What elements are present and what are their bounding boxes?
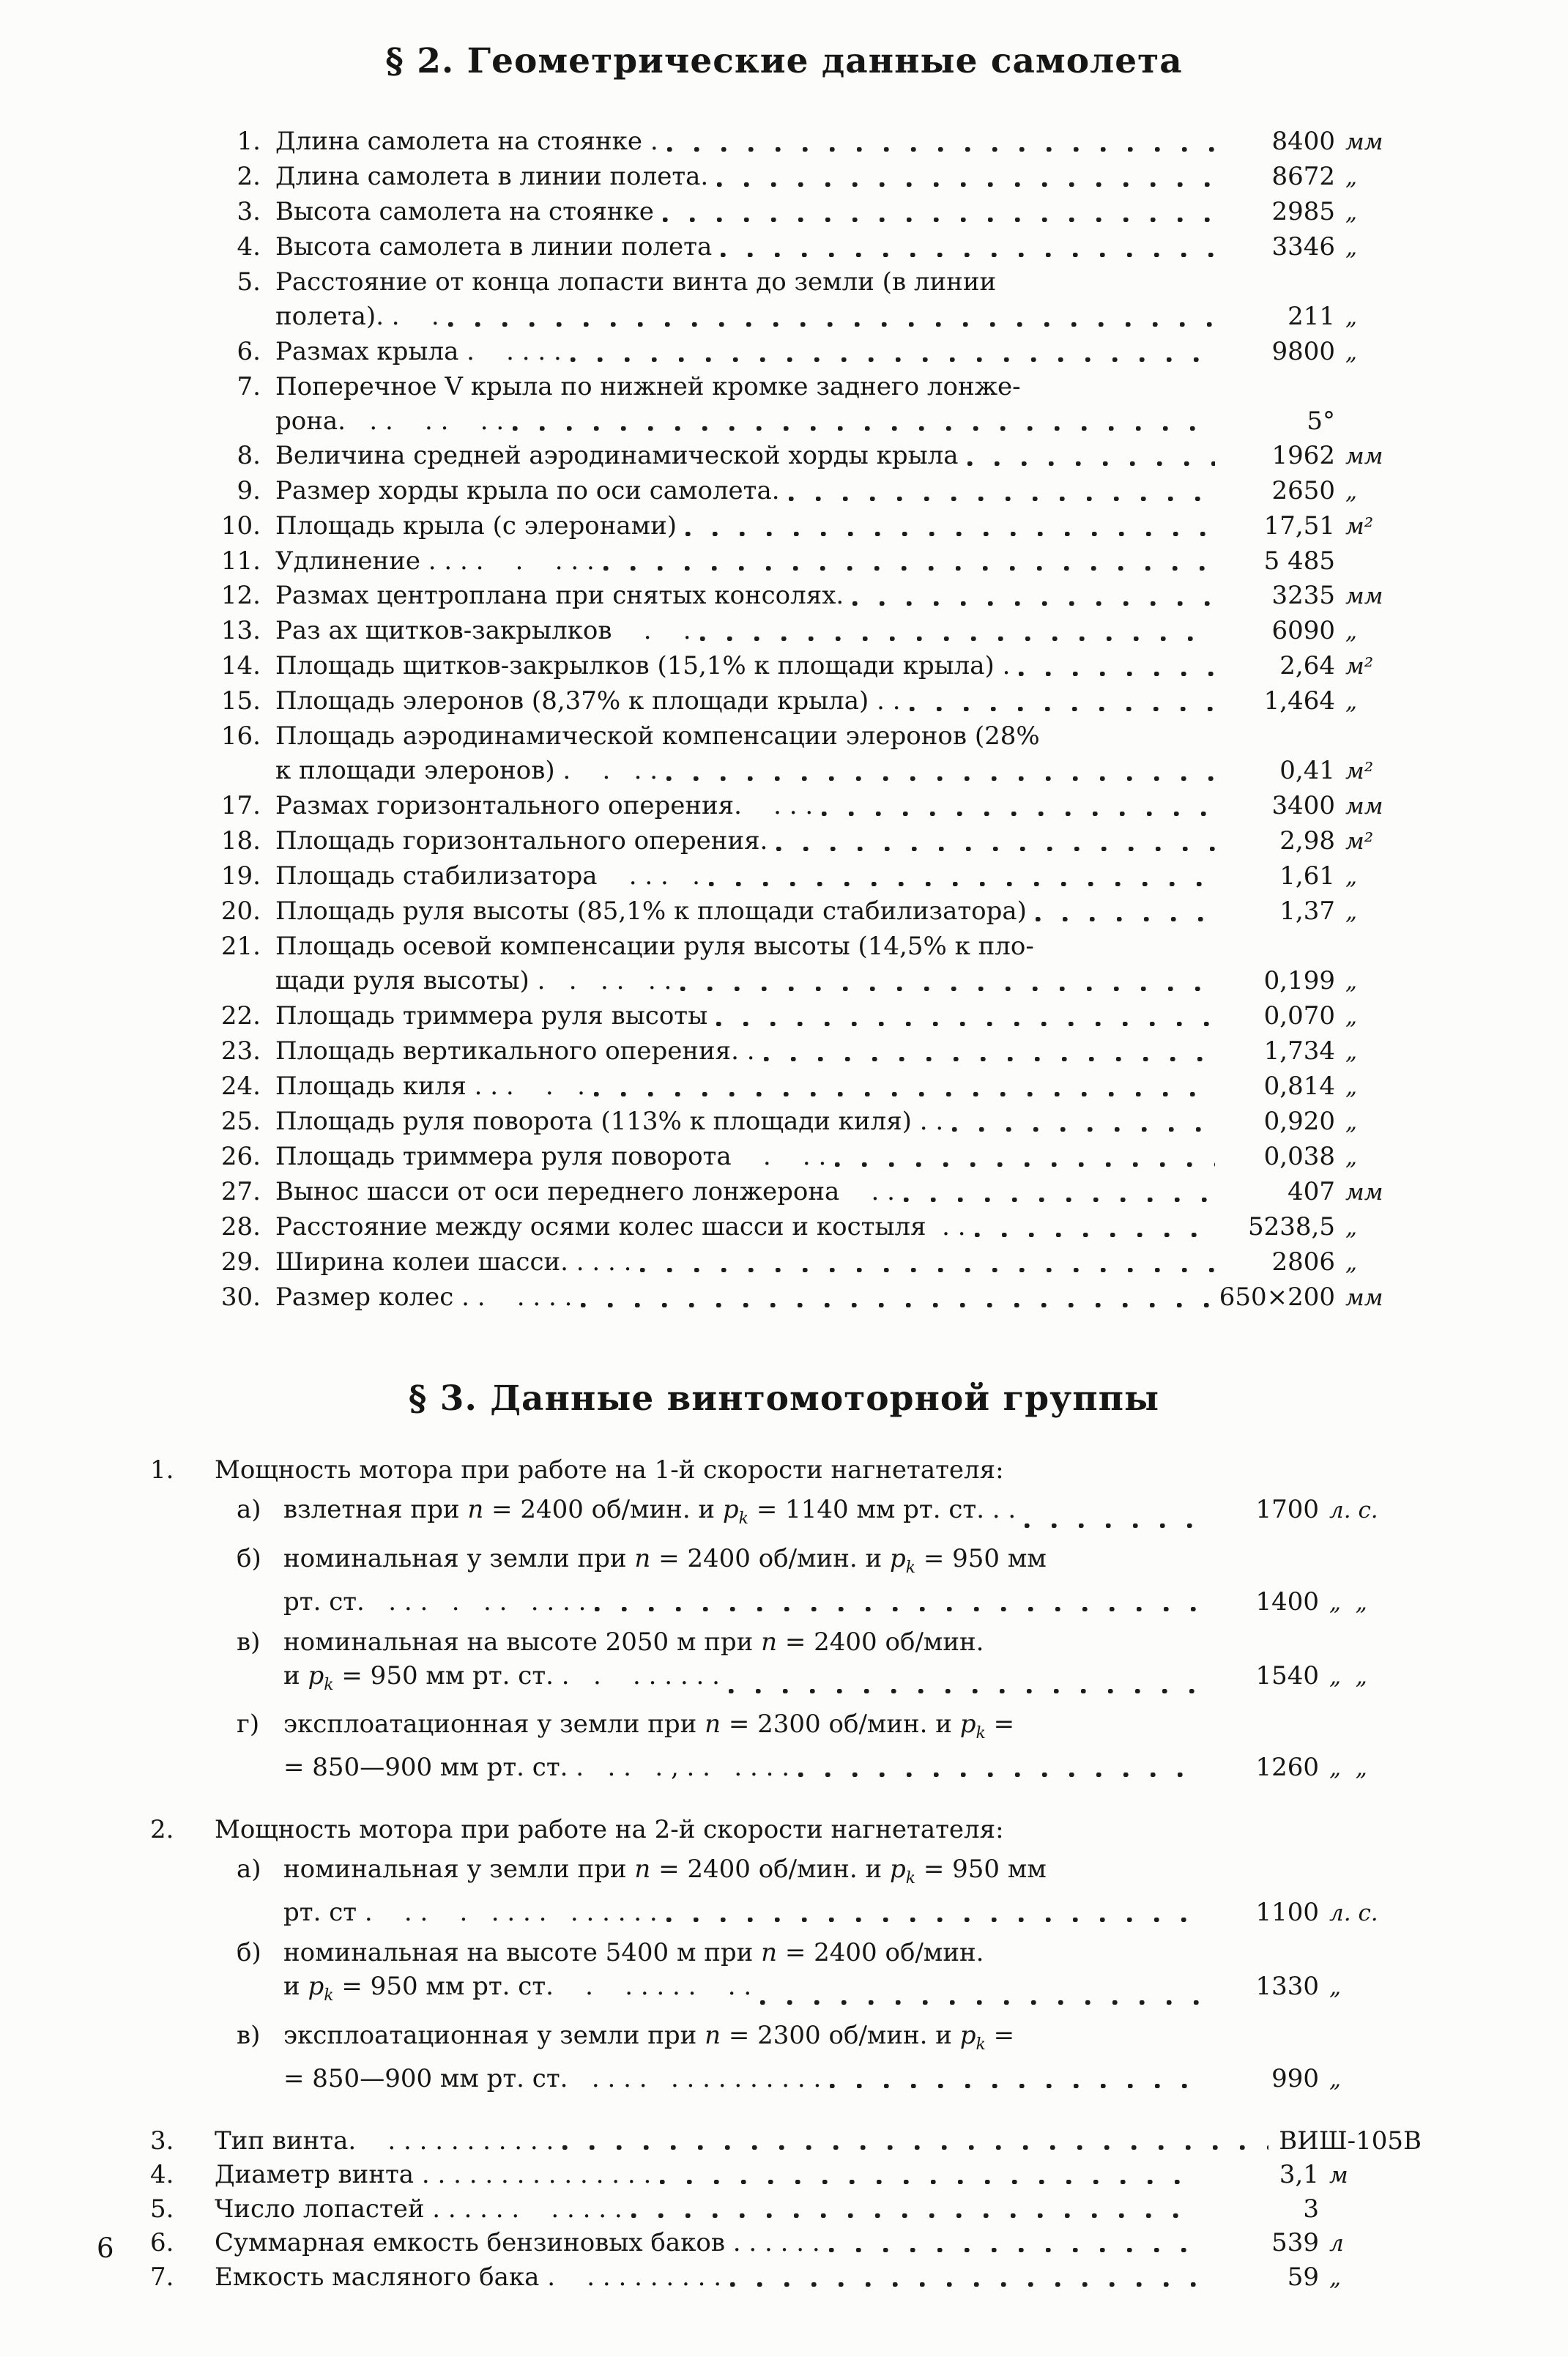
item-text: Высота самолета на стоянке (275, 197, 654, 226)
item-unit: „ „ (1329, 1663, 1367, 1690)
spec-row (198, 474, 1422, 509)
item-unit: „ (1345, 234, 1358, 261)
item-unit: „ (1329, 1973, 1342, 2000)
spec-row (198, 614, 1422, 649)
item-text: Площадь руля поворота (113% к площади киля) . . (275, 1107, 944, 1136)
item-text: = 850—900 мм рт. ст. . . . . , . . . . . . (283, 1753, 790, 1783)
item-number: 9. (237, 476, 261, 505)
item-number: 1. (237, 127, 261, 156)
item-value: 539 (1271, 2227, 1319, 2257)
item-text: и $p_k = 950$ мм рт. ст. . . . . . . . . (283, 1660, 720, 1694)
item-value: 650×200 (1219, 1283, 1335, 1312)
spec-row (198, 1175, 1422, 1210)
item-value: 1700 (1255, 1495, 1319, 1524)
spec-row (150, 2158, 1422, 2192)
item-unit: л. с. (1329, 1497, 1378, 1523)
spec-row (198, 719, 1422, 754)
item-text: рона. . . . . . . (275, 407, 505, 436)
item-number: 4. (150, 2159, 174, 2189)
item-unit: „ (1345, 899, 1358, 925)
item-value: 5 485 (1263, 546, 1335, 576)
item-unit: „ (1345, 1003, 1358, 1030)
dot-leader (975, 1233, 1215, 1237)
dot-leader (852, 601, 1215, 606)
item-unit: „ (1345, 1109, 1358, 1135)
spec-row (198, 929, 1422, 964)
item-text: номинальная на высоте 5400 м при n = 2400 об/мин. (283, 1937, 984, 1967)
item-unit: мм (1345, 583, 1383, 609)
spec-row (237, 2062, 1422, 2096)
item-number: 6. (237, 337, 261, 366)
item-number: г) (237, 1710, 260, 1740)
item-unit: „ (1345, 864, 1358, 890)
spec-row (237, 1659, 1422, 1702)
dot-leader (571, 357, 1215, 362)
dot-leader (663, 218, 1215, 222)
item-value: 1260 (1255, 1753, 1319, 1783)
spec-row (198, 1069, 1422, 1105)
item-number: 4. (237, 232, 261, 261)
item-text: Площадь аэродинамической компенсации элеронов (28% (275, 721, 1040, 751)
item-unit: „ (1345, 304, 1358, 330)
item-value: 1,37 (1279, 897, 1335, 926)
dot-leader (1019, 672, 1215, 676)
item-unit: мм (1345, 793, 1383, 820)
item-text: Вынос шасси от оси переднего лонжерона . . (275, 1177, 895, 1206)
item-text: Мощность мотора при работе на 2-й скорости нагнетателя: (215, 1815, 1004, 1845)
item-text: Размах крыла . . . . . (275, 337, 562, 366)
item-unit: „ (1345, 164, 1358, 190)
spec-row (198, 370, 1422, 404)
item-value: 5° (1307, 407, 1335, 436)
item-value: 3346 (1271, 232, 1335, 261)
spec-row (237, 1625, 1422, 1659)
spec-row (198, 335, 1422, 370)
item-value: 0,199 (1263, 966, 1335, 995)
dot-leader (666, 1918, 1199, 1922)
item-value: 3 (1303, 2194, 1319, 2224)
item-value: 2,98 (1279, 826, 1335, 855)
item-unit: м² (1345, 828, 1374, 855)
item-value: 8400 (1271, 127, 1335, 156)
spec-row (198, 649, 1422, 684)
dot-leader (967, 461, 1215, 466)
item-text: Площадь киля . . . . . (275, 1072, 585, 1101)
spec-row (150, 2124, 1422, 2158)
spec-row (198, 964, 1422, 999)
spec-row (198, 1140, 1422, 1175)
item-number: 26. (220, 1142, 261, 1171)
spec-row (198, 684, 1422, 719)
item-text: Размах центроплана при снятых консолях. (275, 581, 844, 610)
spec-row (237, 1896, 1422, 1930)
dot-leader (666, 776, 1215, 781)
item-text: Высота самолета в линии полета (275, 232, 713, 261)
dot-leader (1025, 1523, 1199, 1528)
item-unit: „ (1345, 968, 1358, 995)
item-value: 2650 (1271, 476, 1335, 505)
item-text: номинальная у земли при n = 2400 об/мин. и $p_k = 950$ мм (283, 1543, 1047, 1577)
item-unit: мм (1345, 1179, 1383, 1206)
dot-leader (1036, 917, 1215, 921)
item-text: Суммарная емкость бензиновых баков . . . . . . (215, 2227, 820, 2257)
item-value: 3400 (1271, 791, 1335, 820)
item-unit: л. с. (1329, 1899, 1378, 1926)
item-value: 1330 (1255, 1971, 1319, 2001)
item-unit: „ (1345, 339, 1358, 365)
spec-row (198, 894, 1422, 929)
spec-row (150, 1453, 1422, 1487)
item-number: в) (237, 2020, 261, 2050)
item-number: б) (237, 1543, 261, 1573)
dot-leader (595, 1607, 1199, 1611)
item-text: номинальная на высоте 2050 м при n = 2400 об/мин. (283, 1627, 984, 1657)
dot-leader (717, 182, 1215, 187)
item-value: 2985 (1271, 197, 1335, 226)
dot-leader (829, 2248, 1199, 2252)
item-number: 13. (220, 616, 261, 645)
item-text: Поперечное V крыла по нижней кромке заднего лонже- (275, 372, 1021, 401)
item-text: Расстояние от конца лопасти винта до земли (в линии (275, 267, 997, 297)
item-number: 8. (237, 441, 261, 470)
item-unit: „ (1345, 1039, 1358, 1065)
item-value: 990 (1271, 2063, 1319, 2093)
dot-leader (776, 847, 1215, 851)
dot-leader (721, 253, 1215, 257)
item-number: 25. (220, 1107, 261, 1136)
item-text: взлетная при n = 2400 об/мин. и $p_k = 1140$ мм рт. ст. . . (283, 1495, 1017, 1528)
item-number: 16. (220, 721, 261, 751)
dot-leader (764, 1057, 1215, 1061)
spec-row (198, 1210, 1422, 1245)
item-number: в) (237, 1627, 261, 1657)
item-text: полета). . . (275, 302, 439, 331)
item-unit: м² (1345, 758, 1374, 784)
item-text: Мощность мотора при работе на 1-й скорости нагнетателя: (215, 1455, 1004, 1485)
item-text: Расстояние между осями колес шасси и костыля . . (275, 1212, 966, 1241)
item-unit: „ „ (1329, 1589, 1367, 1616)
spec-row (150, 2260, 1422, 2295)
dot-leader (513, 426, 1215, 431)
item-value: 8672 (1271, 162, 1335, 191)
item-number: 2. (150, 1815, 174, 1845)
item-value: 1400 (1255, 1586, 1319, 1617)
item-value: 0,814 (1263, 1072, 1335, 1101)
spec-row (198, 160, 1422, 195)
item-text: Площадь руля высоты (85,1% к площади стабилизатора) (275, 897, 1027, 926)
item-number: 3. (150, 2126, 174, 2156)
item-value: 0,920 (1263, 1107, 1335, 1136)
item-value: 211 (1288, 302, 1335, 331)
spec-row (198, 404, 1422, 439)
dot-leader (830, 2084, 1199, 2088)
item-number: 7. (150, 2262, 174, 2292)
item-number: 7. (237, 372, 261, 401)
item-number: 22. (220, 1001, 261, 1031)
dot-leader (910, 707, 1215, 711)
item-unit: „ (1345, 1214, 1358, 1241)
item-unit: „ „ (1329, 1755, 1367, 1782)
item-text: Емкость масляного бака . . . . . . . . . . (215, 2262, 722, 2292)
item-number: 27. (220, 1177, 261, 1206)
item-number: 3. (237, 197, 261, 226)
spec-row (198, 824, 1422, 859)
item-number: 18. (220, 826, 261, 855)
item-text: Длина самолета на стоянке . (275, 127, 658, 156)
item-number: 15. (220, 686, 261, 716)
dot-leader (680, 987, 1215, 991)
item-text: и $p_k = 950$ мм рт. ст. . . . . . . . . (283, 1971, 752, 2005)
section2-spec-list (198, 125, 1422, 1315)
spec-row (198, 754, 1422, 789)
spec-row (198, 1034, 1422, 1069)
item-text: Площадь элеронов (8,37% к площади крыла) . . (275, 686, 901, 716)
item-number: 21. (220, 932, 261, 961)
spec-row (198, 579, 1422, 614)
item-unit: „ (1345, 618, 1358, 645)
item-value: 59 (1287, 2262, 1319, 2292)
dot-leader (798, 1773, 1199, 1777)
item-text: Тип винта. . . . . . . . . . . . (215, 2126, 554, 2156)
item-text: Площадь триммера руля высоты (275, 1001, 708, 1031)
item-text: Площадь осевой компенсации руля высоты (14,5% к пло- (275, 932, 1034, 961)
dot-leader (789, 497, 1215, 501)
item-text: Удлинение . . . . . . . . (275, 546, 595, 576)
spec-row (237, 2019, 1422, 2062)
item-value: 1,61 (1279, 861, 1335, 891)
dot-leader (904, 1198, 1215, 1202)
item-text: Площадь щитков-закрылков (15,1% к площади крыла) . (275, 651, 1011, 680)
item-number: 6. (150, 2227, 174, 2257)
spec-row (150, 1813, 1422, 1846)
item-number: 14. (220, 651, 261, 680)
spec-row (237, 1542, 1422, 1585)
dot-leader (562, 2145, 1268, 2150)
item-unit: мм (1345, 443, 1383, 469)
item-text: эксплоатационная у земли при n = 2300 об/мин. и $p_k$ = (283, 1710, 1015, 1743)
item-value: 1,464 (1263, 686, 1335, 716)
section3-spec-list (150, 1453, 1422, 2295)
item-unit: м (1329, 2161, 1348, 2189)
spec-row (198, 859, 1422, 894)
dot-leader (835, 1162, 1215, 1167)
spec-row (198, 1280, 1422, 1315)
spec-row (198, 439, 1422, 474)
dot-leader (700, 636, 1215, 641)
item-unit: „ (1345, 1074, 1358, 1100)
item-unit: м² (1345, 513, 1374, 540)
item-text: Размер колес . . . . . . (275, 1283, 573, 1312)
item-text: Число лопастей . . . . . . . . . . . (215, 2194, 623, 2224)
item-text: Длина самолета в линии полета. (275, 162, 709, 191)
item-unit: „ (1345, 478, 1358, 505)
dot-leader (952, 1127, 1215, 1132)
item-text: Диаметр винта . . . . . . . . . . . . . . . (215, 2159, 652, 2189)
item-text: Размах горизонтального оперения. . . . (275, 791, 814, 820)
item-number: 30. (220, 1283, 261, 1312)
item-number: 1. (150, 1455, 174, 1485)
item-value: 9800 (1271, 337, 1335, 366)
spec-row (237, 1936, 1422, 1970)
spec-row (237, 1970, 1422, 2013)
item-number: 24. (220, 1072, 261, 1101)
item-unit: мм (1345, 129, 1383, 155)
item-text: номинальная у земли при n = 2400 об/мин. и $p_k = 950$ мм (283, 1855, 1047, 1888)
item-value: 1962 (1271, 441, 1335, 470)
item-unit: „ (1345, 1250, 1358, 1276)
item-value: ВИШ-105В (1279, 2126, 1422, 2156)
item-number: 17. (220, 791, 261, 820)
item-unit: „ (1345, 199, 1358, 226)
item-value: 2806 (1271, 1247, 1335, 1277)
item-value: 3,1 (1279, 2159, 1319, 2189)
item-value: 0,41 (1279, 756, 1335, 785)
spec-row (198, 999, 1422, 1034)
spec-row (198, 544, 1422, 579)
item-number: 28. (220, 1212, 261, 1241)
item-value: 407 (1288, 1177, 1335, 1206)
spec-row (150, 2226, 1422, 2260)
item-number: 5. (237, 267, 261, 297)
item-number: а) (237, 1855, 261, 1885)
item-unit: м² (1345, 653, 1374, 680)
item-number: 19. (220, 861, 261, 891)
dot-leader (667, 147, 1215, 152)
item-text: Площадь стабилизатора . . . . (275, 861, 700, 891)
dot-leader (685, 532, 1215, 536)
item-number: 5. (150, 2194, 174, 2224)
spec-row (237, 1707, 1422, 1751)
item-text: Ширина колеи шасси. . . . . (275, 1247, 632, 1277)
item-text: Площадь горизонтального оперения. (275, 826, 768, 855)
item-number: б) (237, 1937, 261, 1967)
dot-leader (581, 1303, 1208, 1307)
section2-heading: § 2. Геометрические данные самолета (385, 41, 1183, 81)
item-number: 10. (220, 511, 261, 541)
spec-row (198, 265, 1422, 300)
item-unit: „ (1329, 2264, 1342, 2291)
spec-row (198, 1245, 1422, 1280)
item-number: 12. (220, 581, 261, 610)
item-number: 2. (237, 162, 261, 191)
spec-row (237, 1751, 1422, 1785)
dot-leader (760, 2000, 1199, 2005)
item-text: рт. ст. . . . . . . . . . . (283, 1586, 587, 1617)
item-value: 1540 (1255, 1660, 1319, 1690)
spec-row (237, 1493, 1422, 1536)
item-text: Площадь крыла (с элеронами) (275, 511, 677, 541)
item-value: 6090 (1271, 616, 1335, 645)
item-value: 2,64 (1279, 651, 1335, 680)
item-number: 11. (220, 546, 261, 576)
dot-leader (594, 1092, 1215, 1096)
item-text: Величина средней аэродинамической хорды крыла (275, 441, 959, 470)
item-number: а) (237, 1495, 261, 1524)
item-value: 0,038 (1263, 1142, 1335, 1171)
item-value: 0,070 (1263, 1001, 1335, 1031)
dot-leader (448, 322, 1215, 327)
section3-heading: § 3. Данные винтомоторной группы (408, 1378, 1160, 1419)
item-value: 3235 (1271, 581, 1335, 610)
spec-row (198, 1105, 1422, 1140)
item-unit: „ (1345, 688, 1358, 715)
spec-row (198, 125, 1422, 160)
item-unit: л (1329, 2230, 1344, 2257)
dot-leader (709, 882, 1215, 886)
dot-leader (640, 1268, 1215, 1272)
spec-row (150, 2192, 1422, 2226)
item-value: 17,51 (1263, 511, 1335, 541)
item-text: к площади элеронов) . . . . (275, 756, 658, 785)
spec-row (198, 789, 1422, 824)
item-unit: „ (1345, 1144, 1358, 1170)
item-text: Размер хорды крыла по оси самолета. (275, 476, 780, 505)
item-unit: „ (1329, 2065, 1342, 2093)
item-text: рт. ст . . . . . . . . . . . . . . (283, 1897, 658, 1927)
item-number: 20. (220, 897, 261, 926)
spec-row (237, 1585, 1422, 1619)
spec-row (198, 230, 1422, 265)
item-text: = 850—900 мм рт. ст. . . . . . . . . . . . . . . (283, 2063, 822, 2093)
item-unit: мм (1345, 1285, 1383, 1311)
dot-leader (716, 1022, 1215, 1026)
dot-leader (631, 2213, 1199, 2218)
spec-row (198, 195, 1422, 230)
dot-leader (660, 2180, 1199, 2184)
item-value: 1,734 (1263, 1036, 1335, 1066)
item-text: Раз ах щитков-закрылков . . (275, 616, 691, 645)
item-number: 29. (220, 1247, 261, 1277)
dot-leader (822, 812, 1215, 816)
page-number: 6 (97, 2232, 114, 2264)
item-text: Площадь триммера руля поворота . . . (275, 1142, 827, 1171)
item-value: 1100 (1255, 1897, 1319, 1927)
spec-row (237, 1852, 1422, 1896)
dot-leader (603, 566, 1215, 571)
dot-leader (729, 1689, 1199, 1693)
item-value: 5238,5 (1248, 1212, 1335, 1241)
item-text: Площадь вертикального оперения. . (275, 1036, 755, 1066)
spec-row (198, 509, 1422, 544)
item-number: 23. (220, 1036, 261, 1066)
spec-row (198, 300, 1422, 335)
dot-leader (730, 2282, 1199, 2287)
item-text: щади руля высоты) . . . . . . (275, 966, 672, 995)
item-text: эксплоатационная у земли при n = 2300 об/мин. и $p_k$ = (283, 2020, 1015, 2054)
